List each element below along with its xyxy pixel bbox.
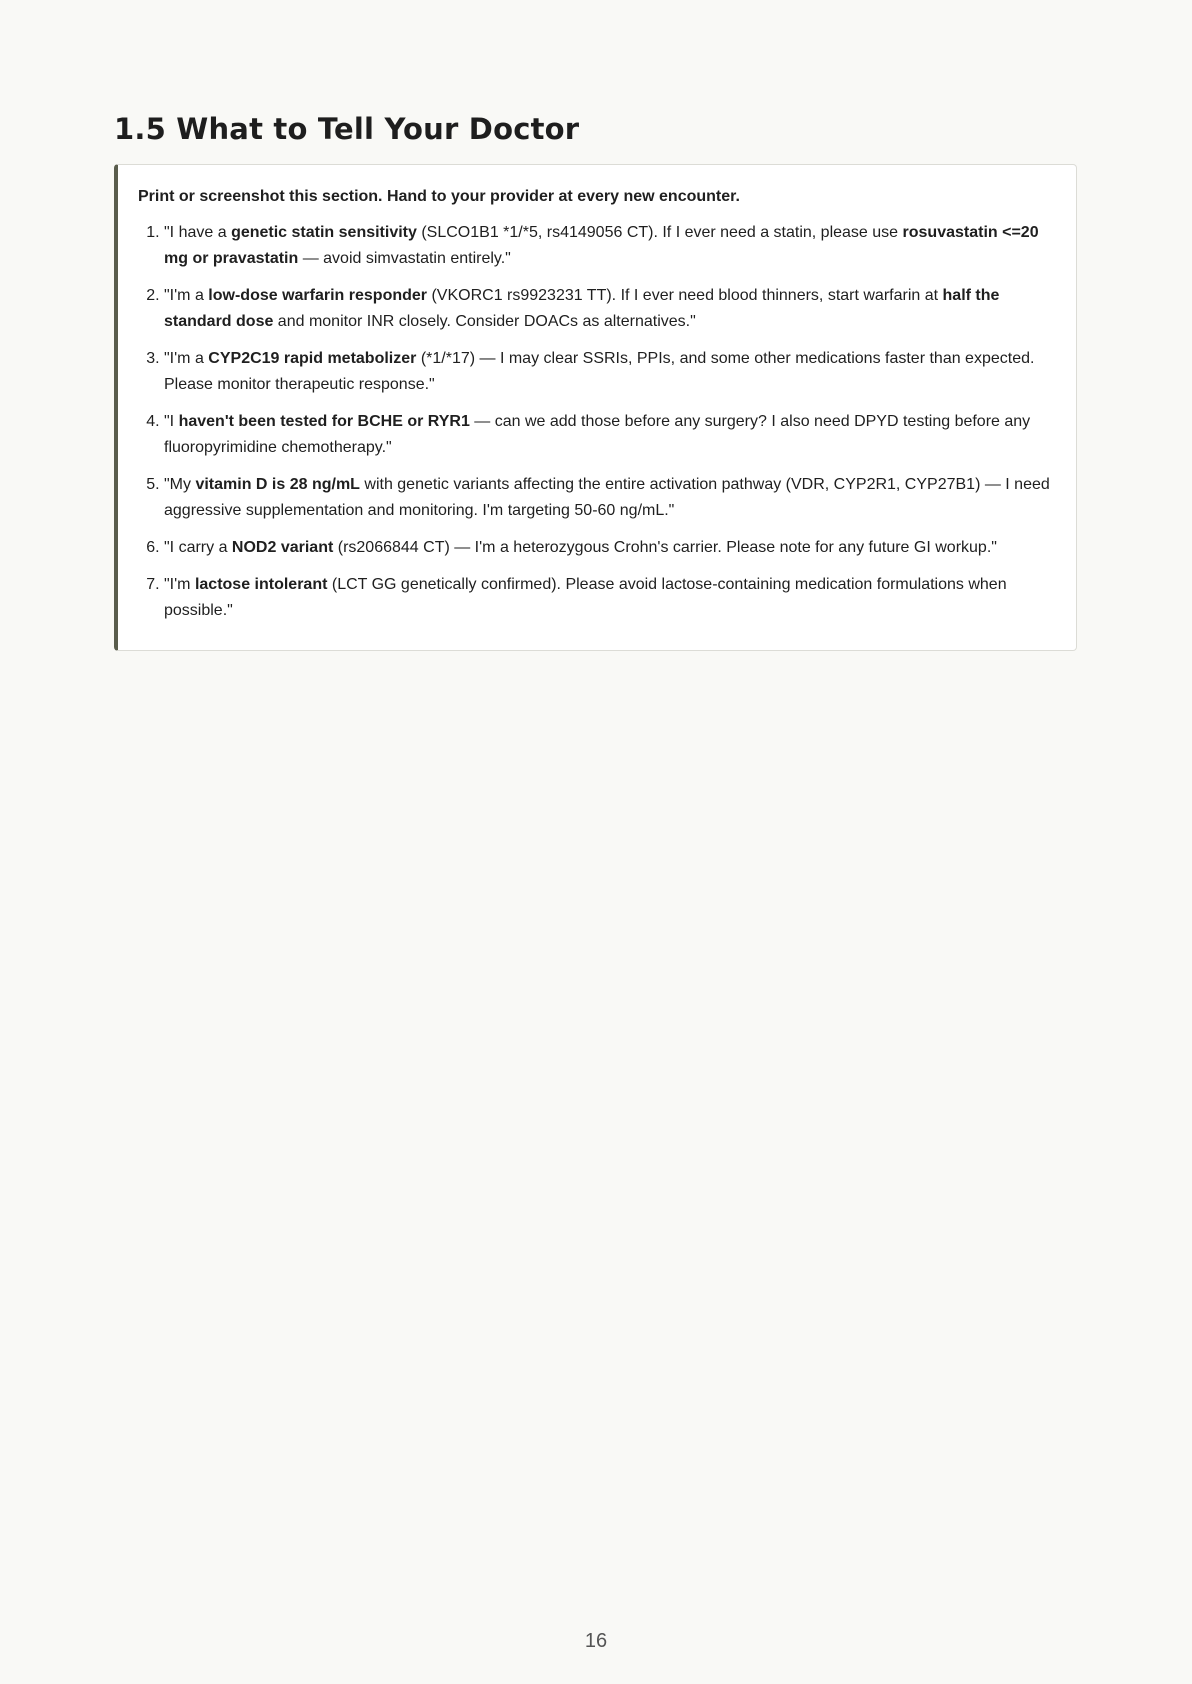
list-item <box>164 346 1056 398</box>
list-item <box>164 535 1056 561</box>
item-text: "I carry a <box>164 539 232 556</box>
list-item <box>164 409 1056 461</box>
item-text: with genetic variants affecting the entire activation pathway (VDR, CYP2R1, CYP27B1) — I need aggressive supplementation and monitoring. I'm targeting 50-60 ng/mL." <box>164 476 1050 519</box>
item-emphasis: lactose intolerant <box>194 576 328 593</box>
item-text: (SLCO1B1 *1/*5, rs4149056 CT). If I ever need a statin, please use <box>416 224 903 241</box>
item-emphasis: rosuvastatin <=20 mg or pravastatin <box>164 224 1039 267</box>
talking-points-list <box>138 220 1056 624</box>
item-emphasis: low-dose warfarin responder <box>208 287 428 304</box>
list-item <box>164 283 1056 335</box>
item-text: — can we add those before any surgery? I also need DPYD testing before any fluoropyrimidine chemotherapy." <box>164 413 1031 456</box>
doctor-talking-points-box <box>114 164 1077 651</box>
item-text: and monitor INR closely. Consider DOACs as alternatives." <box>273 313 696 330</box>
item-text: (LCT GG genetically confirmed). Please avoid lactose-containing medication formulations when possible." <box>164 576 1007 619</box>
item-emphasis: haven't been tested for BCHE or RYR1 <box>178 413 470 430</box>
item-text: (VKORC1 rs9923231 TT). If I ever need blood thinners, start warfarin at <box>427 287 943 304</box>
list-item <box>164 472 1056 524</box>
page-number: 16 <box>584 1630 608 1652</box>
list-item <box>164 572 1056 624</box>
item-emphasis: half the standard dose <box>164 287 1000 330</box>
item-emphasis: CYP2C19 rapid metabolizer <box>208 350 417 367</box>
item-text: — avoid simvastatin entirely." <box>298 250 511 267</box>
section-title: 1.5 What to Tell Your Doctor <box>114 112 580 146</box>
item-text: "I <box>164 413 179 430</box>
item-text: (rs2066844 CT) — I'm a heterozygous Crohn's carrier. Please note for any future GI workup." <box>333 539 997 556</box>
list-item <box>164 220 1056 272</box>
item-text: "I'm a <box>164 287 209 304</box>
item-text: "I'm a <box>164 350 209 367</box>
box-intro: Print or screenshot this section. Hand to your provider at every new encounter. <box>138 188 740 205</box>
item-emphasis: genetic statin sensitivity <box>231 224 417 241</box>
item-emphasis: NOD2 variant <box>231 539 334 556</box>
item-text: "My <box>164 476 196 493</box>
item-text: (*1/*17) — I may clear SSRIs, PPIs, and some other medications faster than expected. Please monitor therapeutic response." <box>164 350 1035 393</box>
item-emphasis: vitamin D is 28 ng/mL <box>195 476 360 493</box>
item-text: "I have a <box>164 224 232 241</box>
item-text: "I'm <box>164 576 195 593</box>
